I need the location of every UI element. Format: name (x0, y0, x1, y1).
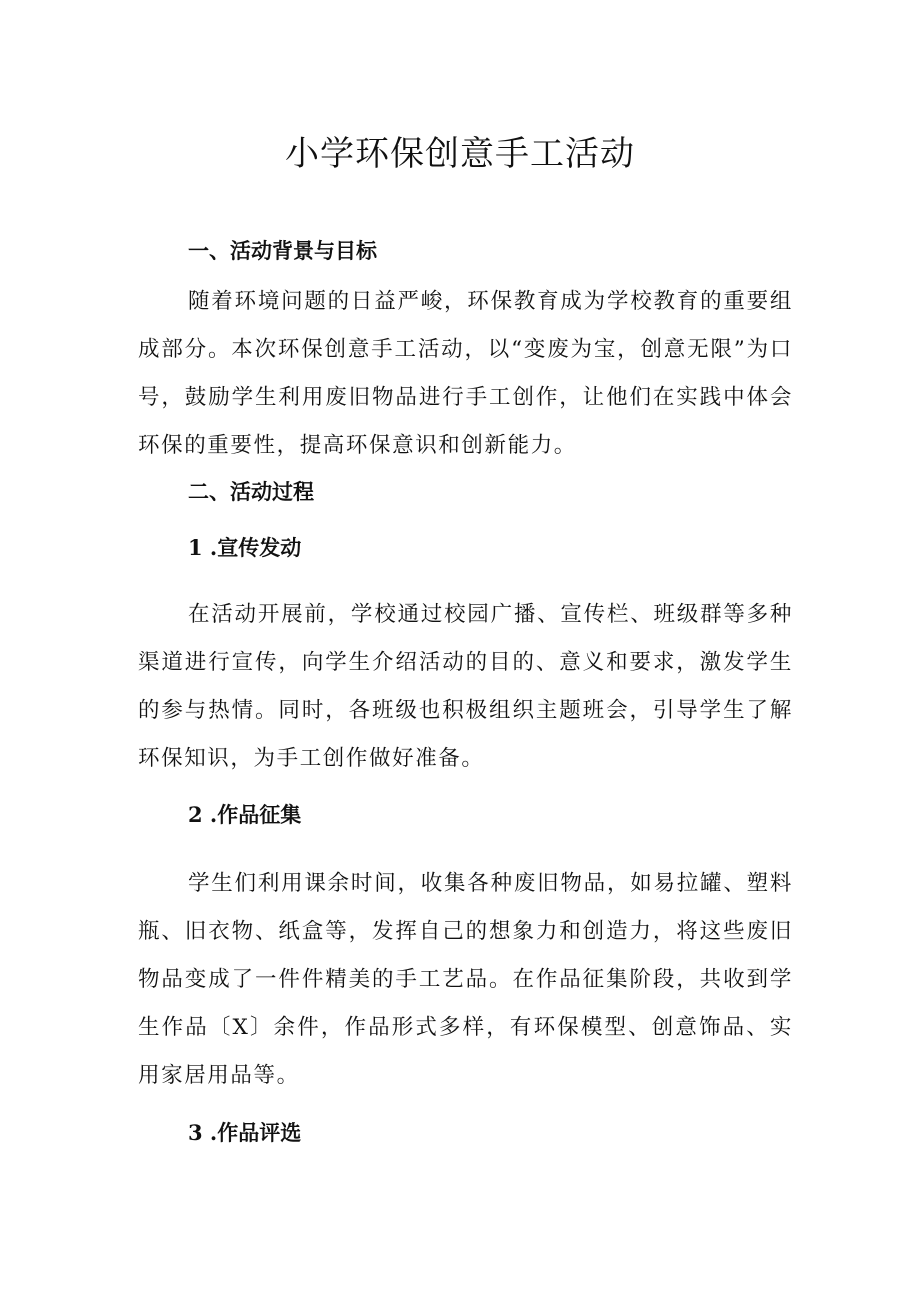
subheading-collection: 2 .作品征集 (188, 802, 302, 827)
subheading-evaluation: 3 .作品评选 (188, 1120, 302, 1145)
section-heading-background: 一、活动背景与目标 (188, 238, 377, 263)
section-heading-process: 二、活动过程 (188, 479, 314, 504)
paragraph-collection: 学生们利用课余时间，收集各种废旧物品，如易拉罐、塑料瓶、旧衣物、纸盒等，发挥自己的想象力和创造力，将这些废旧物品变成了一件件精美的手工艺品。在作品征集阶段，共收到学生作品〔X〕余件，作品形式多样，有环保模型、创意饰品、实用家居用品等。 (138, 871, 793, 1088)
paragraph-background: 随着环境问题的日益严峻，环保教育成为学校教育的重要组成部分。本次环保创意手工活动，以“变废为宝，创意无限”为口号，鼓励学生利用废旧物品进行手工创作，让他们在实践中体会环保的重要性，提高环保意识和创新能力。 (138, 289, 793, 458)
paragraph-publicity: 在活动开展前，学校通过校园广播、宣传栏、班级群等多种渠道进行宣传，向学生介绍活动的目的、意义和要求，激发学生的参与热情。同时，各班级也积极组织主题班会，引导学生了解环保知识，为手工创作做好准备。 (138, 602, 793, 771)
subheading-publicity: 1 .宣传发动 (188, 535, 302, 560)
document-title: 小学环保创意手工活动 (285, 134, 635, 174)
